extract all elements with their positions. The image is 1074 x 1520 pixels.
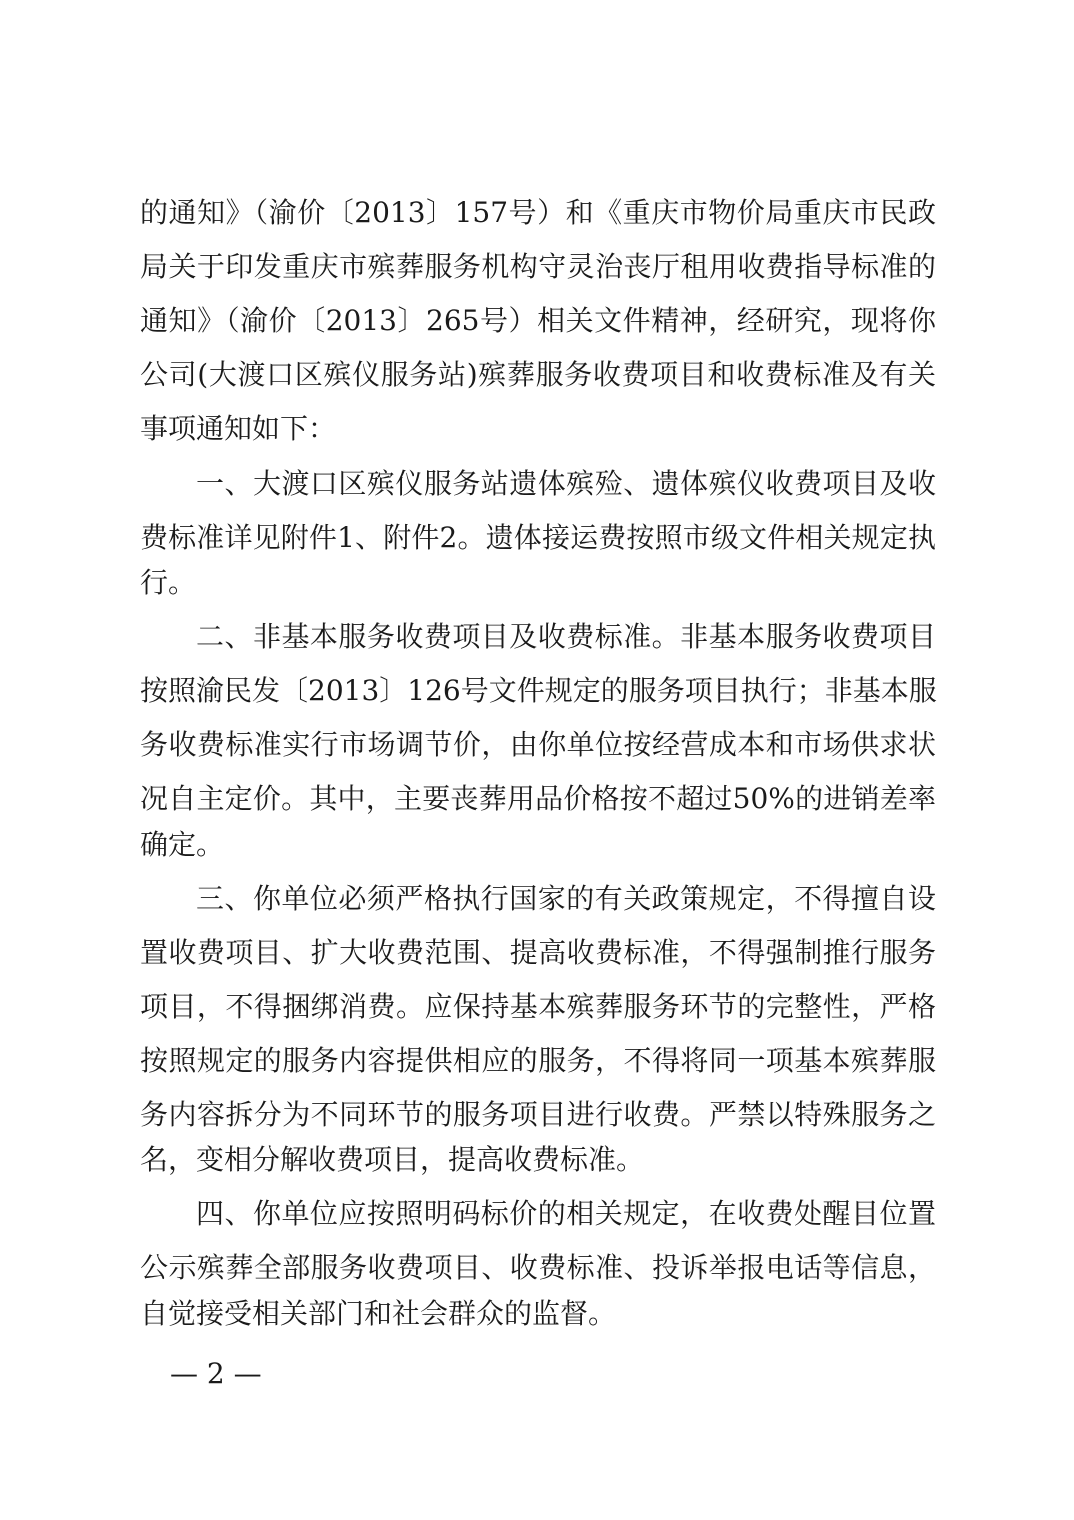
text-line: 况自主定价。其中，主要丧葬用品价格按不超过50%的进销差率	[140, 782, 936, 815]
text-line: 公示殡葬全部服务收费项目、收费标准、投诉举报电话等信息，	[140, 1251, 936, 1284]
text-line: 自觉接受相关部门和社会群众的监督。	[140, 1297, 617, 1330]
text-line: 四、你单位应按照明码标价的相关规定，在收费处醒目位置	[196, 1197, 936, 1230]
text-line: 项目，不得捆绑消费。应保持基本殡葬服务环节的完整性，严格	[140, 990, 936, 1023]
text-line: 一、大渡口区殡仪服务站遗体殡殓、遗体殡仪收费项目及收	[196, 467, 936, 500]
text-line: 行。	[140, 566, 197, 599]
text-line: 公司(大渡口区殡仪服务站)殡葬服务收费项目和收费标准及有关	[140, 358, 936, 391]
text-line: 事项通知如下：	[140, 412, 337, 445]
text-line: 置收费项目、扩大收费范围、提高收费标准，不得强制推行服务	[140, 936, 936, 969]
text-line: 按照渝民发〔2013〕126号文件规定的服务项目执行；非基本服	[140, 674, 937, 707]
text-line: 二、非基本服务收费项目及收费标准。非基本服务收费项目	[196, 620, 936, 653]
text-line: 务收费标准实行市场调节价，由你单位按经营成本和市场供求状	[140, 728, 936, 761]
page-number: — 2 —	[170, 1357, 262, 1390]
text-line: 的通知》（渝价〔2013〕157号）和《重庆市物价局重庆市民政	[140, 196, 936, 229]
text-line: 名，变相分解收费项目，提高收费标准。	[140, 1143, 645, 1176]
text-line: 务内容拆分为不同环节的服务项目进行收费。严禁以特殊服务之	[140, 1098, 936, 1131]
text-line: 按照规定的服务内容提供相应的服务，不得将同一项基本殡葬服	[140, 1044, 936, 1077]
text-line: 三、你单位必须严格执行国家的有关政策规定，不得擅自设	[196, 882, 936, 915]
text-line: 通知》（渝价〔2013〕265号）相关文件精神，经研究，现将你	[140, 304, 936, 337]
text-line: 局关于印发重庆市殡葬服务机构守灵治丧厅租用收费指导标准的	[140, 250, 936, 283]
text-line: 费标准详见附件1、附件2。遗体接运费按照市级文件相关规定执	[140, 521, 936, 554]
text-line: 确定。	[140, 828, 225, 861]
